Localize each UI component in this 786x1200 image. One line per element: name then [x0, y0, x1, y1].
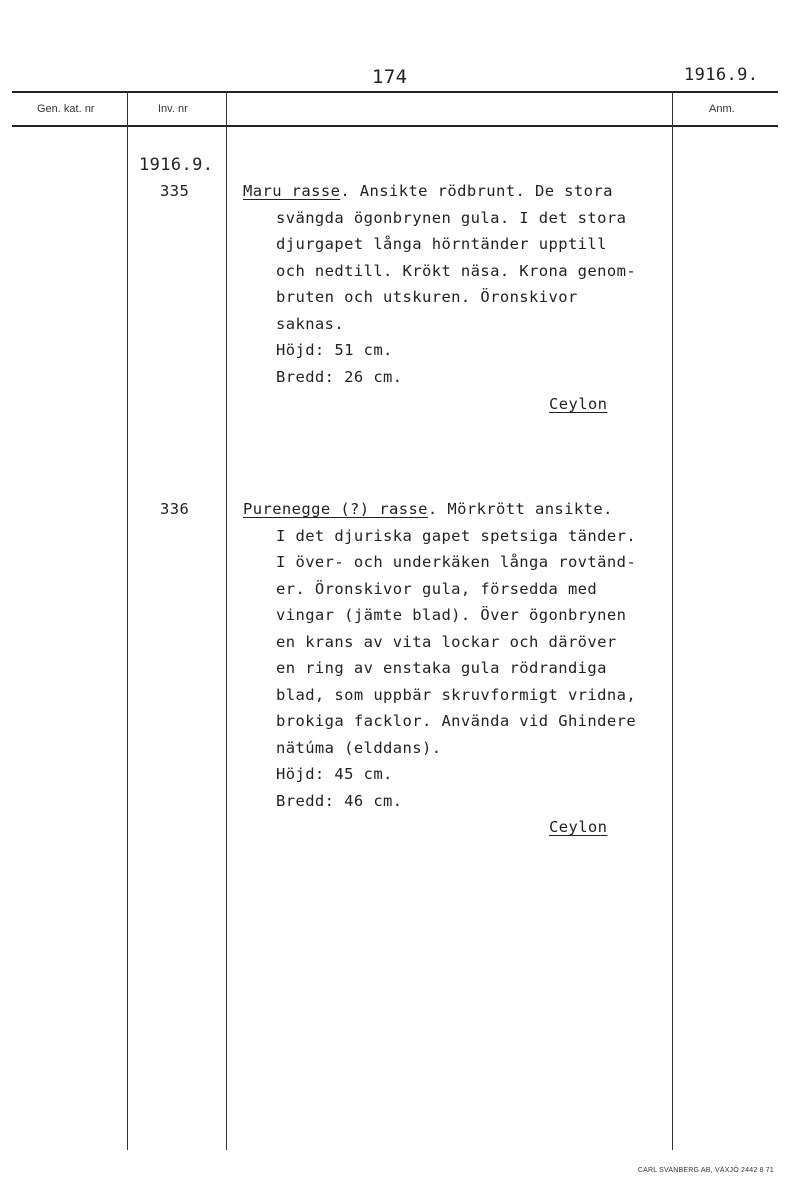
- entry-line: nätúma (elddans).: [276, 738, 442, 757]
- entry-title: Maru rasse: [243, 182, 341, 200]
- column-divider-3: [672, 92, 673, 1150]
- entry-line: en ring av enstaka gula rödrandiga: [276, 659, 607, 677]
- entry-line: en krans av vita lockar och däröver: [276, 632, 617, 651]
- entry-line: och nedtill. Krökt näsa. Krona genom-: [276, 261, 637, 280]
- entry-first-line: . Ansikte rödbrunt. De stora: [340, 182, 613, 200]
- page-number: 174: [372, 66, 408, 88]
- entry-line: I över- och underkäken långa rovtänd-: [276, 553, 637, 571]
- column-divider-1: [127, 92, 128, 1150]
- entry-description: [243, 496, 636, 814]
- entry-origin: Ceylon: [549, 818, 608, 836]
- printer-mark: CARL SVANBERG AB, VÄXJÖ 2442 8 71: [637, 1167, 774, 1174]
- entry-height: Höjd: 51 cm.: [276, 341, 393, 359]
- entry-description: [243, 178, 636, 390]
- entry-line: vingar (jämte blad). Över ögonbrynen: [276, 606, 627, 624]
- entry-line: brokiga facklor. Använda vid Ghindere: [276, 712, 637, 730]
- column-divider-2: [226, 92, 227, 1150]
- entry-line: bruten och utskuren. Öronskivor: [276, 288, 578, 306]
- entry-line: svängda ögonbrynen gula. I det stora: [276, 208, 627, 227]
- entry-height: Höjd: 45 cm.: [276, 765, 393, 783]
- entry-first-line: . Mörkrött ansikte.: [427, 500, 613, 518]
- entry-line: er. Öronskivor gula, försedda med: [276, 579, 598, 598]
- column-header-inv-nr: Inv. nr: [158, 103, 188, 115]
- entry-line: djurgapet långa hörntänder upptill: [276, 235, 607, 253]
- catalog-reference: 1916.9.: [684, 65, 759, 85]
- entry-inv-number: 336: [160, 500, 190, 518]
- entry-inv-number: 335: [160, 182, 190, 200]
- entry-line: blad, som uppbär skruvformigt vridna,: [276, 685, 637, 704]
- entry-width: Bredd: 46 cm.: [276, 791, 403, 810]
- entry-origin: Ceylon: [549, 395, 608, 413]
- column-header-gen-kat-nr: Gen. kat. nr: [37, 103, 95, 115]
- entry-title: Purenegge (?) rasse: [243, 500, 428, 518]
- column-header-anm: Anm.: [709, 103, 735, 115]
- entry-line: I det djuriska gapet spetsiga tänder.: [276, 526, 637, 545]
- entry-line: saknas.: [276, 314, 345, 333]
- entry-width: Bredd: 26 cm.: [276, 367, 403, 386]
- group-number: 1916.9.: [139, 155, 214, 175]
